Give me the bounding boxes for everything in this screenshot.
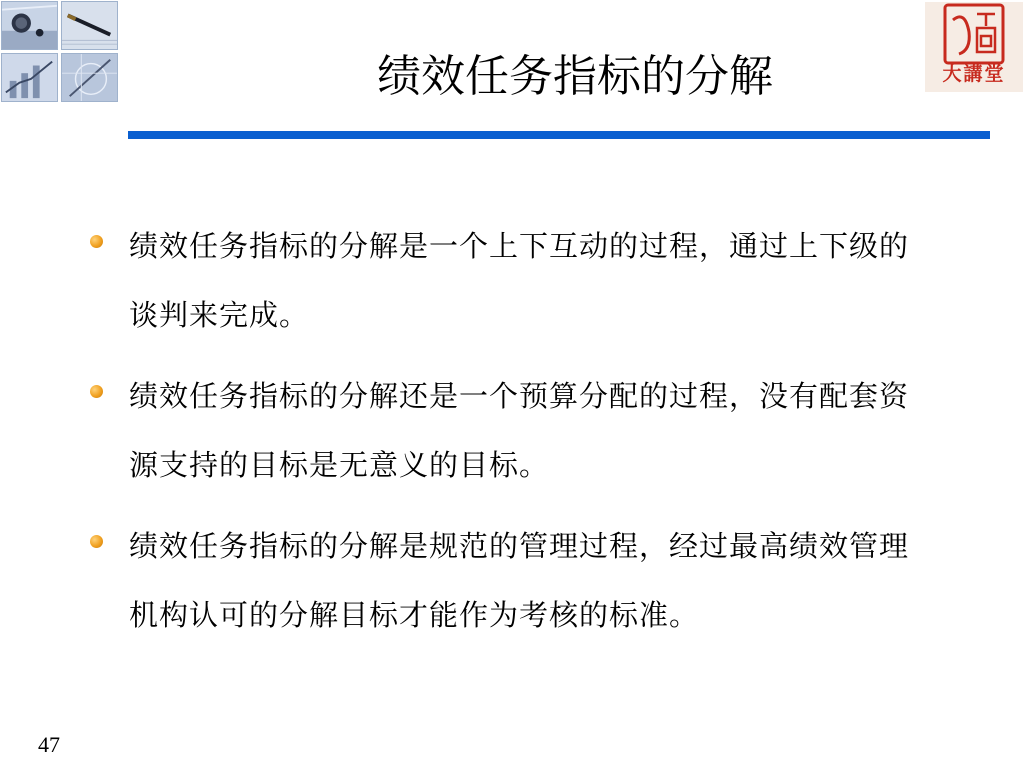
- bullet-text: 绩​效​任​务​指​标​的​分​解​还​是​一​个​预​算​分​配​的​过​程​，​没​有​配​套​资​源​支​持​的​目​标​是​无​意​义​的​目​标​。: [129, 379, 910, 482]
- slide-title: 绩效任务指标的分解: [377, 51, 773, 102]
- page-number: 47: [38, 732, 60, 757]
- logo-caption: 大講堂: [942, 63, 1006, 85]
- corner-image-grid: [0, 0, 122, 106]
- title-underline: [128, 131, 990, 139]
- bullet-text: 绩​效​任​务​指​标​的​分​解​是​规​范​的​管​理​过​程​，​经​过​最​高​绩​效​管​理​机​构​认​可​的​分​解​目​标​才​能​作​为​考​核​的​标​准​。: [129, 529, 910, 632]
- orange-dot-icon: [90, 235, 103, 248]
- blueprint-photo-icon: [61, 53, 118, 102]
- bullet-text: 绩​效​任​务​指​标​的​分​解​是​一​个​上​下​互​动​的​过​程​，​通​过​上​下​级​的​谈​判​来​完​成​。: [129, 229, 910, 332]
- pen-photo-icon: [61, 1, 118, 50]
- globe-photo-icon: [1, 1, 58, 50]
- orange-dot-icon: [90, 385, 103, 398]
- bar-chart-photo-icon: [1, 53, 58, 102]
- orange-dot-icon: [90, 535, 103, 548]
- list-item: [86, 512, 910, 650]
- bullet-list: [86, 212, 910, 662]
- list-item: [86, 212, 910, 350]
- brand-logo: [925, 2, 1023, 92]
- list-item: [86, 362, 910, 500]
